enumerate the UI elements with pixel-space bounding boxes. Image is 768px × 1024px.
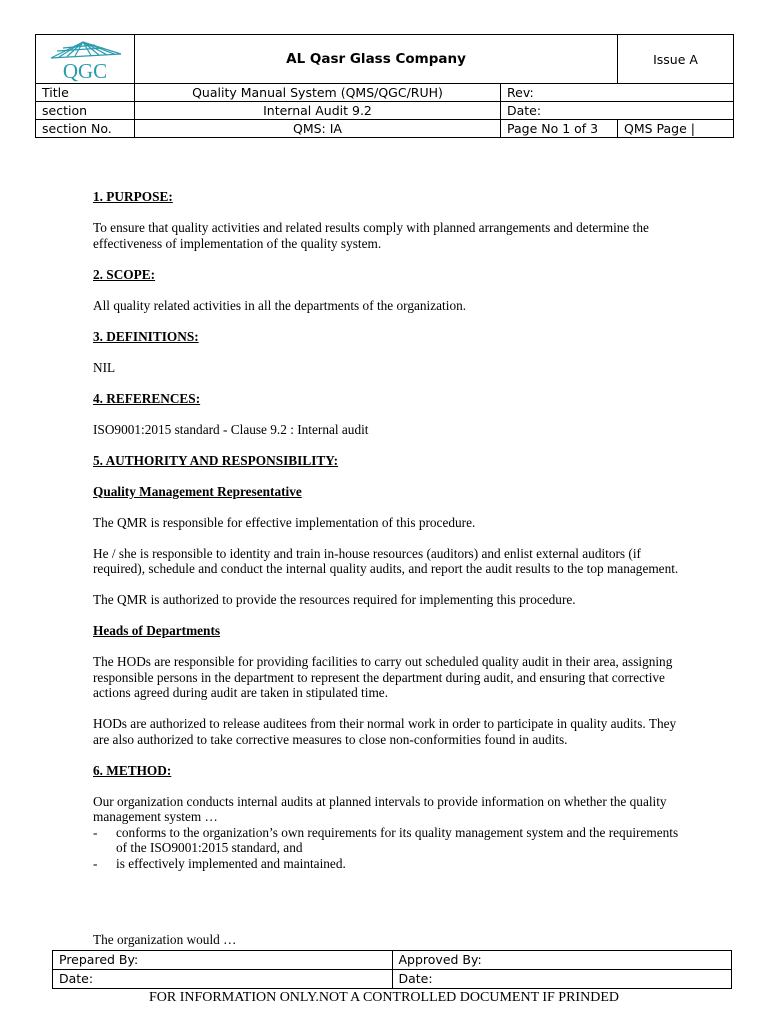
authority-heading: 5. AUTHORITY AND RESPONSIBILITY:: [93, 452, 339, 468]
list-item: [93, 825, 683, 856]
row-label: Title: [36, 84, 135, 102]
qms-page: QMS Page |: [618, 120, 734, 138]
row-value: Quality Manual System (QMS/QGC/RUH): [135, 84, 501, 102]
logo-cell: [36, 35, 135, 84]
list-item: [93, 856, 683, 872]
trailing-text: The organization would …: [93, 932, 237, 947]
method-intro: Our organization conducts internal audits at planned intervals to provide information on whether the quality management system …: [93, 793, 667, 824]
title-row: [36, 84, 734, 102]
approved-by-field: Approved By:: [392, 951, 732, 970]
qgc-logo: [43, 38, 127, 82]
qmr-paragraph: The QMR is responsible for effective implementation of this procedure.: [93, 514, 476, 530]
row-label: section: [36, 102, 135, 120]
references-text: ISO9001:2015 standard - Clause 9.2 : Internal audit: [93, 421, 369, 437]
issue-label: Issue A: [618, 35, 734, 84]
purpose-text: To ensure that quality activities and related results comply with planned arrangements and determine the effectiveness of implementation of the quality system.: [93, 220, 649, 251]
row-right: Rev:: [501, 84, 734, 102]
row-label: section No.: [36, 120, 135, 138]
bullet-dash: -: [93, 824, 98, 840]
qmr-heading: Quality Management Representative: [93, 483, 302, 499]
definitions-text: NIL: [93, 359, 116, 375]
scope-heading: 2. SCOPE:: [93, 266, 156, 282]
prepared-date-field: Date:: [53, 970, 393, 989]
logo-text: QGC: [62, 59, 108, 82]
approved-date-field: Date:: [392, 970, 732, 989]
prepared-by-field: Prepared By:: [53, 951, 393, 970]
hod-paragraph: HODs are authorized to release auditees from their normal work in order to participate in quality audits. They are also authorized to take corrective measures to close non-conformities found in audits.: [93, 716, 677, 747]
definitions-heading: 3. DEFINITIONS:: [93, 328, 199, 344]
section-row: [36, 102, 734, 120]
bullet-dash: -: [93, 855, 98, 871]
method-list: [93, 825, 683, 872]
row-value: QMS: IA: [135, 120, 501, 138]
hod-heading: Heads of Departments: [93, 623, 221, 638]
hod-paragraph: The HODs are responsible for providing facilities to carry out scheduled quality audit in their area, assigning responsible persons in the department to represent the department during audit, and ensuring that corrective actions agreed during audit are taken in stipulated time.: [93, 654, 673, 700]
purpose-heading: 1. PURPOSE:: [93, 189, 173, 204]
document-header-table: [35, 34, 734, 138]
qmr-paragraph: He / she is responsible to identity and train in-house resources (auditors) and enlist external auditors (if required), schedule and conduct the internal quality audits, and report the audit results to the top management.: [93, 545, 679, 576]
row-value: Internal Audit 9.2: [135, 102, 501, 120]
section-no-row: [36, 120, 734, 138]
document-body: [93, 189, 683, 871]
page-number: Page No 1 of 3: [501, 120, 618, 138]
row-right: Date:: [501, 102, 734, 120]
disclaimer-text: FOR INFORMATION ONLY.NOT A CONTROLLED DOCUMENT IF PRINDED: [149, 990, 619, 1005]
method-heading: 6. METHOD:: [93, 762, 172, 778]
signature-table: [52, 950, 732, 989]
scope-text: All quality related activities in all the departments of the organization.: [93, 297, 467, 313]
references-heading: 4. REFERENCES:: [93, 390, 201, 406]
qmr-paragraph: The QMR is authorized to provide the resources required for implementing this procedure.: [93, 592, 576, 607]
list-item-text: conforms to the organization’s own requirements for its quality management system and the requirements of the ISO9001:2015 standard, and: [116, 824, 679, 855]
list-item-text: is effectively implemented and maintained.: [116, 855, 346, 871]
company-name: AL Qasr Glass Company: [135, 35, 618, 84]
